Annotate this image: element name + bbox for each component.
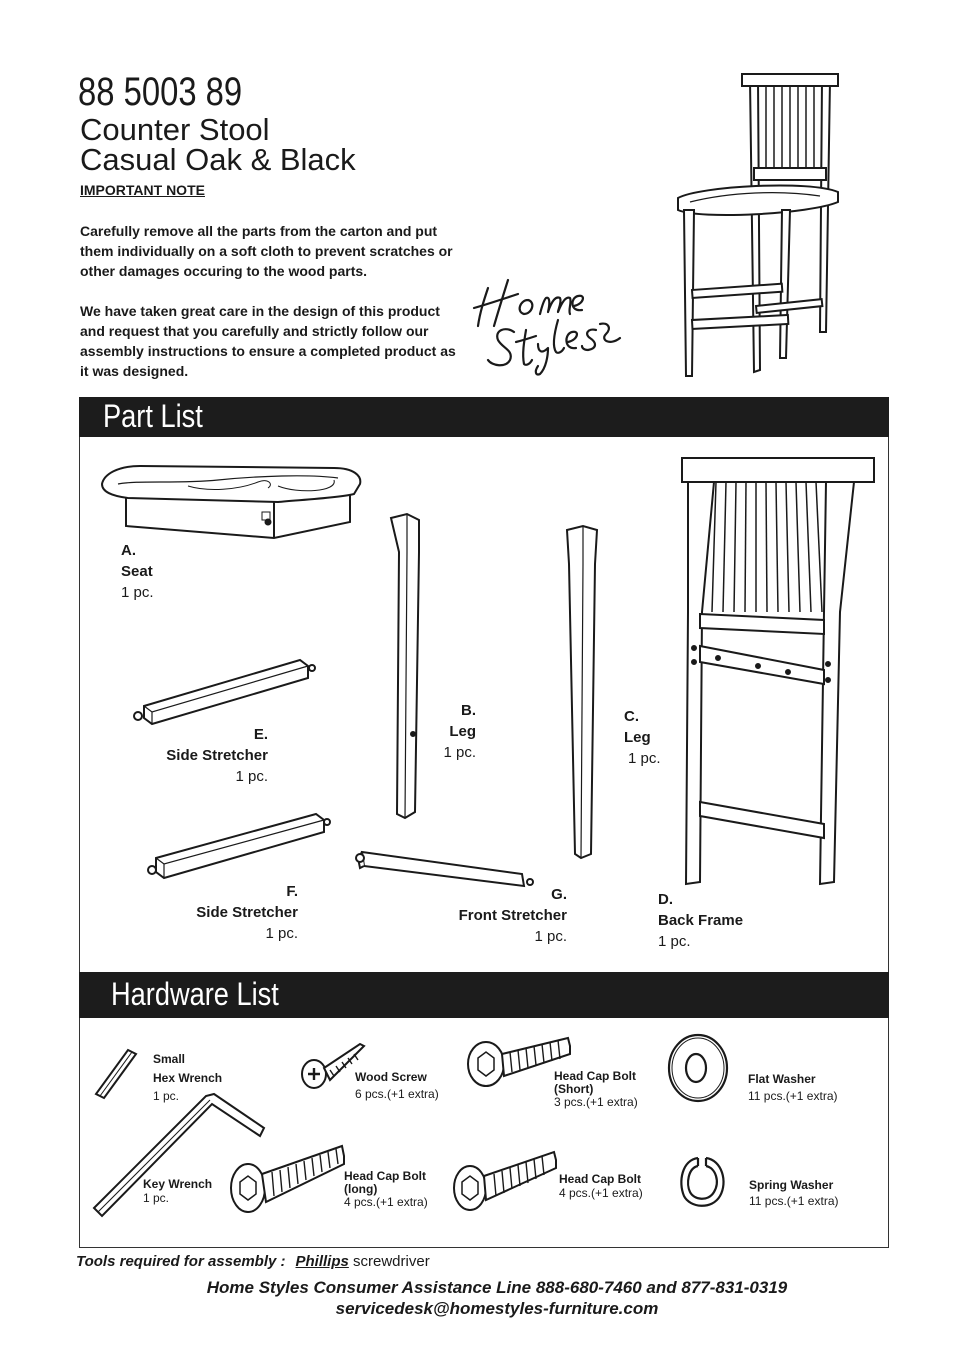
tools-required: [76, 1253, 430, 1270]
hw-spring-washer-qty: 11 pcs.(+1 extra): [749, 1194, 839, 1208]
design-paragraph: We have taken great care in the design of this product and request that you carefully and strictly follow our assembly instructions to ensure a completed product as it was designed.: [80, 303, 456, 379]
part-g-name: Front Stretcher: [458, 907, 567, 924]
hw-bolt-short-name2: (Short): [554, 1082, 594, 1096]
part-a-name: Seat: [121, 563, 153, 580]
part-e-name: Side Stretcher: [166, 747, 268, 764]
part-f-name: Side Stretcher: [196, 904, 298, 921]
hw-bolt-long-name2: (long): [344, 1182, 378, 1196]
part-list-title: Part List: [103, 398, 203, 434]
part-c-label: [624, 706, 661, 769]
hw-small-hex-wrench-name1: Small: [153, 1052, 186, 1066]
part-b-label: [442, 700, 476, 763]
part-g-letter: G.: [551, 886, 567, 903]
side-stretcher-f-drawing: [144, 806, 334, 886]
hw-key-wrench-name: Key Wrench: [143, 1177, 213, 1191]
hw-key-wrench-label: [143, 1177, 212, 1205]
important-note-heading: IMPORTANT NOTE: [80, 182, 205, 198]
part-g-label: [448, 884, 567, 947]
part-a-letter: A.: [121, 542, 136, 559]
hw-flat-washer-name: Flat Washer: [748, 1072, 816, 1086]
hw-bolt-name: Head Cap Bolt: [559, 1172, 642, 1186]
bolt-medium-icon: [452, 1148, 562, 1218]
part-d-label: [658, 889, 743, 952]
hardware-list-header: [79, 972, 889, 1018]
hw-bolt-long-qty: 4 pcs.(+1 extra): [344, 1195, 428, 1209]
part-d-qty: 1 pc.: [658, 933, 691, 950]
part-b-qty: 1 pc.: [443, 744, 476, 761]
part-b-name: Leg: [449, 723, 476, 740]
part-d-letter: D.: [658, 891, 673, 908]
flat-washer-icon: [666, 1032, 730, 1104]
counter-stool-illustration: [670, 70, 850, 390]
hw-wood-screw-qty: 6 pcs.(+1 extra): [355, 1087, 439, 1101]
hw-bolt-qty: 4 pcs.(+1 extra): [559, 1186, 643, 1200]
hw-wood-screw-name: Wood Screw: [355, 1070, 427, 1084]
seat-drawing: [98, 462, 368, 547]
back-frame-drawing: [678, 452, 878, 892]
part-a-qty: 1 pc.: [121, 584, 154, 601]
home-styles-logo: [470, 268, 640, 378]
service-email: servicedesk@homestyles-furniture.com: [335, 1299, 659, 1318]
product-title-line1: Counter Stool: [80, 112, 270, 147]
hw-spring-washer-name: Spring Washer: [749, 1178, 834, 1192]
part-c-letter: C.: [624, 708, 639, 725]
hardware-list-title: Hardware List: [111, 976, 279, 1012]
part-c-name: Leg: [624, 729, 651, 746]
part-f-qty: 1 pc.: [265, 925, 298, 942]
part-b-letter: B.: [461, 702, 476, 719]
bolt-long-icon: [228, 1140, 348, 1220]
part-a-label: [121, 540, 154, 603]
part-e-label: [156, 724, 268, 787]
hw-wood-screw-label: [355, 1070, 439, 1101]
leg-b-drawing: [385, 512, 425, 822]
part-g-qty: 1 pc.: [534, 928, 567, 945]
tools-required-label: Tools required for assembly :: [76, 1253, 286, 1270]
part-e-letter: E.: [253, 726, 268, 743]
hw-small-hex-wrench-qty: 1 pc.: [153, 1089, 180, 1103]
hw-bolt-label: [559, 1172, 643, 1200]
part-f-letter: F.: [286, 883, 298, 900]
hw-bolt-long-label: [344, 1170, 428, 1209]
part-list-header: [79, 397, 889, 437]
part-f-label: [186, 881, 298, 944]
hw-bolt-short-name1: Head Cap Bolt: [554, 1069, 637, 1083]
hw-flat-washer-qty: 11 pcs.(+1 extra): [748, 1089, 838, 1103]
hw-bolt-short-label: [554, 1070, 638, 1109]
tools-phillips: Phillips: [295, 1253, 349, 1270]
part-d-name: Back Frame: [658, 912, 744, 929]
assistance-line: Home Styles Consumer Assistance Line 888-680-7460 and 877-831-0319: [206, 1278, 788, 1297]
product-title-line2: Casual Oak & Black: [80, 142, 356, 177]
leg-c-drawing: [563, 524, 603, 864]
part-e-qty: 1 pc.: [235, 768, 268, 785]
hw-flat-washer-label: [748, 1072, 837, 1103]
hw-bolt-long-name1: Head Cap Bolt: [344, 1169, 427, 1183]
side-stretcher-e-drawing: [130, 654, 320, 734]
hw-spring-washer-label: [749, 1178, 838, 1208]
hw-small-hex-wrench-name2: Hex Wrench: [153, 1071, 223, 1085]
part-c-qty: 1 pc.: [628, 750, 661, 767]
hw-bolt-short-qty: 3 pcs.(+1 extra): [554, 1095, 638, 1109]
care-paragraph: Carefully remove all the parts from the carton and put them individually on a soft cloth to prevent scratches or other damages occuring to the wood parts.: [80, 223, 453, 279]
model-number: 88 5003 89: [78, 70, 243, 114]
hw-key-wrench-qty: 1 pc.: [143, 1191, 170, 1205]
spring-washer-icon: [676, 1152, 728, 1212]
tools-screwdriver: screwdriver: [353, 1253, 430, 1270]
